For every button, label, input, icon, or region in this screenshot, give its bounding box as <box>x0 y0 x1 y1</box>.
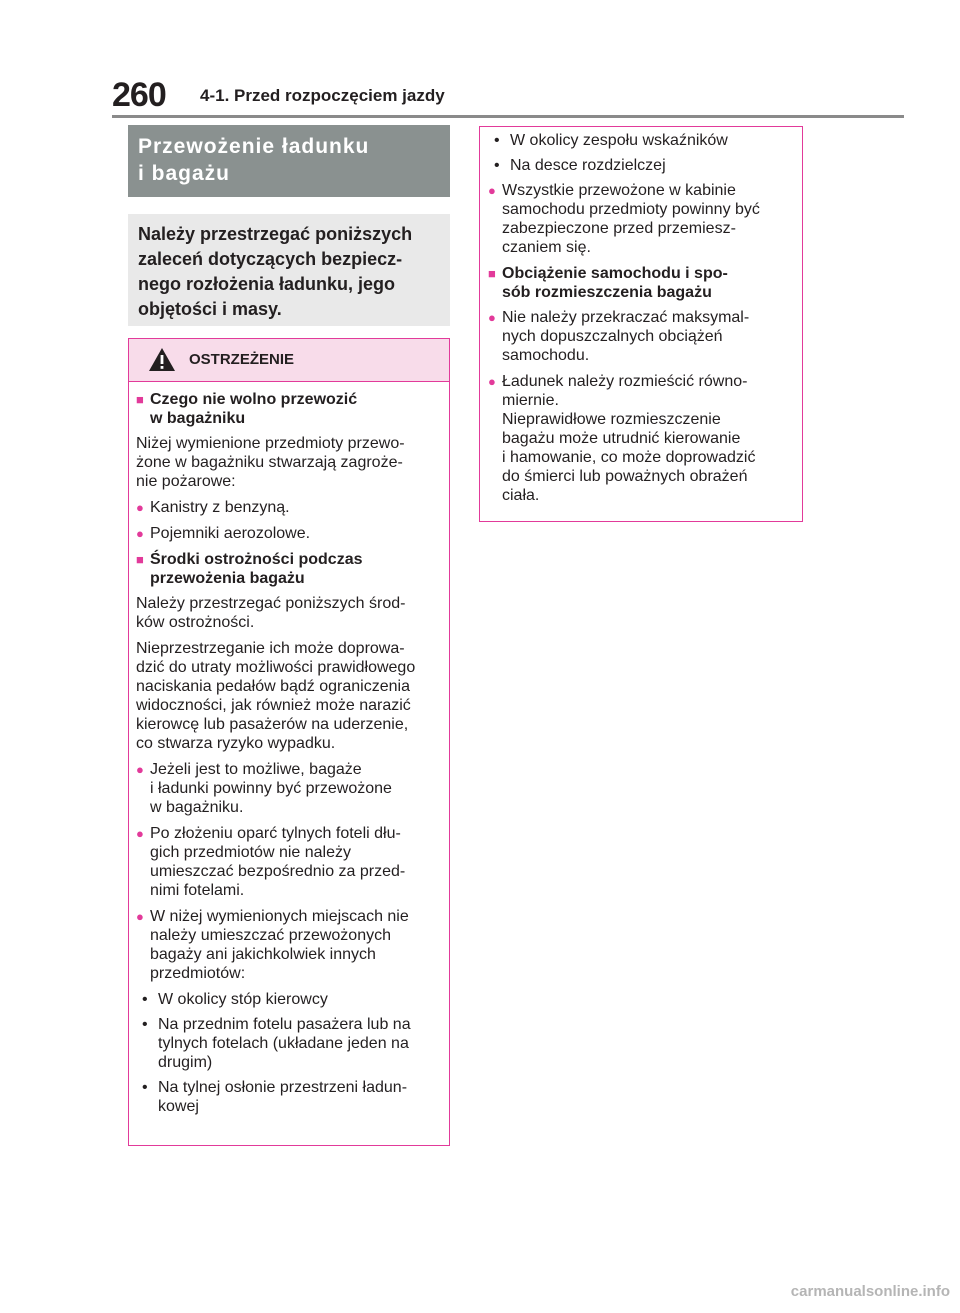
footer-watermark: carmanualsonline.info <box>790 1283 950 1300</box>
circle-bullet-icon: ● <box>136 526 144 541</box>
subsection-heading <box>488 264 798 302</box>
chapter-title-box <box>128 125 450 197</box>
text-line: W okolicy zespołu wskaźników <box>510 132 728 149</box>
text-line: do śmierci lub poważnych obrażeń <box>502 468 748 485</box>
text-line: ciała. <box>502 487 540 504</box>
text-line: bagaży ani jakichkolwiek innych <box>150 946 376 963</box>
bullet-item <box>488 372 798 505</box>
paragraph <box>136 594 445 632</box>
text-line: Niżej wymienione przedmioty przewo- <box>136 435 405 452</box>
text-line: czaniem się. <box>502 239 591 256</box>
text-line: W okolicy stóp kierowcy <box>158 991 328 1008</box>
warning-body <box>129 382 449 1116</box>
dot-bullet-icon: • <box>142 1016 148 1033</box>
text-line: gich przedmiotów nie należy <box>150 844 351 861</box>
intro-line: zaleceń dotyczących bezpiecz- <box>138 249 403 269</box>
bullet-item <box>136 760 445 817</box>
bullet-item <box>488 308 798 365</box>
text-line: Na przednim fotelu pasażera lub na <box>158 1016 411 1033</box>
dot-bullet-icon: • <box>494 157 500 174</box>
text-line: żone w bagażniku stwarzają zagroże- <box>136 454 403 471</box>
text-line: Na tylnej osłonie przestrzeni ładun- <box>158 1079 408 1096</box>
dot-item <box>136 1015 445 1072</box>
intro-box <box>128 214 450 326</box>
dot-bullet-icon: • <box>142 1079 148 1096</box>
warning-title: OSTRZEŻENIE <box>189 351 295 368</box>
text-line: dzić do utraty możliwości prawidłowego <box>136 659 416 676</box>
text-line: co stwarza ryzyko wypadku. <box>136 735 336 752</box>
paragraph <box>136 639 445 753</box>
circle-bullet-icon: ● <box>136 762 144 777</box>
text-line: w bagażniku. <box>150 799 244 816</box>
heading-line: Obciążenie samochodu i spo- <box>502 265 728 282</box>
text-line: tylnych fotelach (układane jeden na <box>158 1035 409 1052</box>
text-line: W niżej wymienionych miejscach nie <box>150 908 409 925</box>
text-line: widoczności, jak również może narazić <box>136 697 411 714</box>
text-line: kowej <box>158 1098 199 1115</box>
heading-line: przewożenia bagażu <box>150 570 305 587</box>
heading-line: sób rozmieszczenia bagażu <box>502 284 712 301</box>
text-line: Pojemniki aerozolowe. <box>150 525 311 542</box>
intro-line: nego rozłożenia ładunku, jego <box>138 274 396 294</box>
text-line: i ładunki powinny być przewożone <box>150 780 392 797</box>
text-line: Kanistry z benzyną. <box>150 499 290 516</box>
page-header <box>112 78 904 118</box>
heading-line: w bagażniku <box>150 410 246 427</box>
text-line: Po złożeniu oparć tylnych foteli dłu- <box>150 825 401 842</box>
dot-bullet-icon: • <box>494 132 500 149</box>
warning-header <box>129 339 449 382</box>
subsection-heading <box>136 550 445 588</box>
text-line: Należy przestrzegać poniższych środ- <box>136 595 406 612</box>
paragraph <box>136 434 445 491</box>
circle-bullet-icon: ● <box>488 310 496 325</box>
heading-line: Czego nie wolno przewozić <box>150 391 358 408</box>
text-line: Nie należy przekraczać maksymal- <box>502 309 750 326</box>
bullet-item <box>488 181 798 257</box>
bullet-item <box>136 524 445 543</box>
circle-bullet-icon: ● <box>488 374 496 389</box>
chapter-title-line: i bagażu <box>138 162 231 185</box>
text-line: przedmiotów: <box>150 965 246 982</box>
text-line: zabezpieczone przed przemiesz- <box>502 220 736 237</box>
square-marker-icon: ■ <box>136 392 144 407</box>
text-line: kierowcę lub pasażerów na uderzenie, <box>136 716 409 733</box>
circle-bullet-icon: ● <box>488 183 496 198</box>
text-line: Nieprzestrzeganie ich może doprowa- <box>136 640 405 657</box>
bullet-item <box>136 907 445 983</box>
text-line: należy umieszczać przewożonych <box>150 927 391 944</box>
text-line: samochodu. <box>502 347 590 364</box>
chapter-title-line: Przewożenie ładunku <box>138 135 370 158</box>
text-line: bagażu może utrudnić kierowanie <box>502 430 741 447</box>
text-line: naciskania pedałów bądź ograniczenia <box>136 678 410 695</box>
square-marker-icon: ■ <box>136 552 144 567</box>
text-line: umieszczać bezpośrednio za przed- <box>150 863 406 880</box>
text-line: Wszystkie przewożone w kabinie <box>502 182 736 199</box>
text-line: nych dopuszczalnych obciążeń <box>502 328 723 345</box>
text-line: drugim) <box>158 1054 213 1071</box>
dot-item <box>488 156 798 175</box>
warning-continuation-box <box>479 126 803 522</box>
page-number: 260 <box>112 76 166 114</box>
circle-bullet-icon: ● <box>136 500 144 515</box>
text-line: nie pożarowe: <box>136 473 236 490</box>
bullet-item <box>136 498 445 517</box>
section-title: 4-1. Przed rozpoczęciem jazdy <box>200 86 445 105</box>
text-line: miernie. <box>502 392 559 409</box>
dot-item <box>488 131 798 150</box>
square-marker-icon: ■ <box>488 266 496 281</box>
text-line: i hamowanie, co może doprowadzić <box>502 449 756 466</box>
dot-bullet-icon: • <box>142 991 148 1008</box>
text-line: Ładunek należy rozmieścić równo- <box>502 373 748 390</box>
warning-box <box>128 338 450 1146</box>
header-divider <box>112 115 904 118</box>
text-line: ków ostrożności. <box>136 614 255 631</box>
text-line: Na desce rozdzielczej <box>510 157 666 174</box>
text-line: samochodu przedmioty powinny być <box>502 201 760 218</box>
text-line: Nieprawidłowe rozmieszczenie <box>502 411 721 428</box>
dot-item <box>136 990 445 1009</box>
warning-triangle-icon <box>148 347 176 377</box>
subsection-heading <box>136 390 445 428</box>
heading-line: Środki ostrożności podczas <box>150 551 363 568</box>
circle-bullet-icon: ● <box>136 826 144 841</box>
intro-line: objętości i masy. <box>138 299 282 319</box>
text-line: Jeżeli jest to możliwe, bagaże <box>150 761 362 778</box>
text-line: nimi fotelami. <box>150 882 245 899</box>
bullet-item <box>136 824 445 900</box>
circle-bullet-icon: ● <box>136 909 144 924</box>
dot-item <box>136 1078 445 1116</box>
intro-line: Należy przestrzegać poniższych <box>138 224 413 244</box>
